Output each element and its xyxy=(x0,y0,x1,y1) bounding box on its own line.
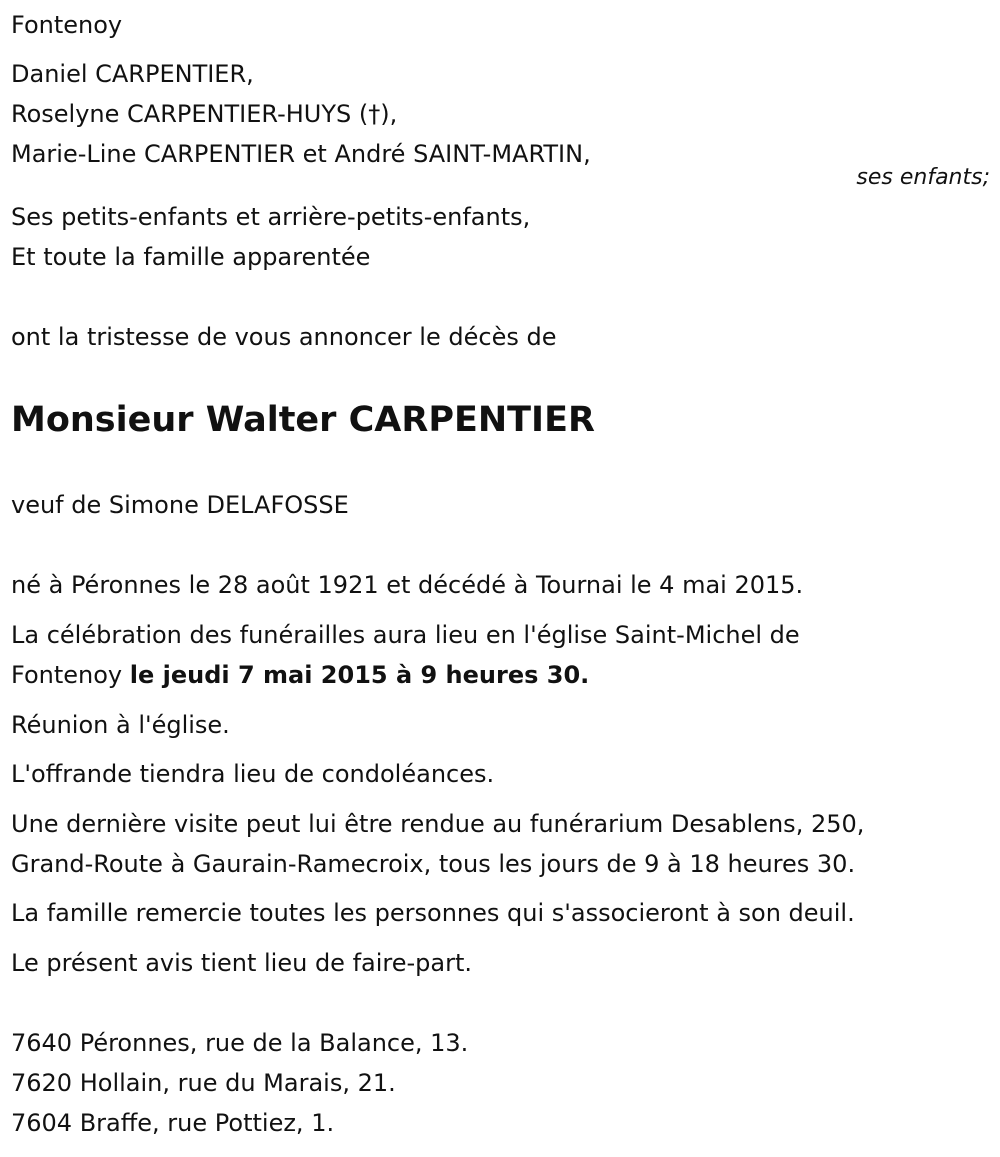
funeral-date: le jeudi 7 mai 2015 à 9 heures 30. xyxy=(129,661,590,689)
announcement: ont la tristesse de vous annoncer le décès de xyxy=(11,323,557,351)
notice-note: Le présent avis tient lieu de faire-part. xyxy=(11,949,473,977)
deceased-name: Monsieur Walter CARPENTIER xyxy=(11,400,595,440)
children-role: ses enfants; xyxy=(856,165,990,190)
meeting-line: Réunion à l'église. xyxy=(11,711,230,739)
address-line: 7620 Hollain, rue du Marais, 21. xyxy=(11,1069,396,1097)
spouse-line: veuf de Simone DELAFOSSE xyxy=(11,491,349,519)
funeral-date-line xyxy=(11,660,589,690)
offering-line: L'offrande tiendra lieu de condoléances. xyxy=(11,760,495,788)
funeral-place: Fontenoy xyxy=(11,661,130,689)
family-line: Et toute la famille apparentée xyxy=(11,243,371,271)
child-name: Marie-Line CARPENTIER et André SAINT-MARTIN, xyxy=(11,140,591,168)
thanks-line: La famille remercie toutes les personnes qui s'associeront à son deuil. xyxy=(11,899,855,927)
child-name: Roselyne CARPENTIER-HUYS (†), xyxy=(11,100,398,128)
visit-line: Grand-Route à Gaurain-Ramecroix, tous les jours de 9 à 18 heures 30. xyxy=(11,850,856,878)
address-line: 7640 Péronnes, rue de la Balance, 13. xyxy=(11,1029,469,1057)
visit-line: Une dernière visite peut lui être rendue au funérarium Desablens, 250, xyxy=(11,810,865,838)
child-name: Daniel CARPENTIER, xyxy=(11,60,254,88)
funeral-line: La célébration des funérailles aura lieu en l'église Saint-Michel de xyxy=(11,621,800,649)
place-heading: Fontenoy xyxy=(11,11,123,39)
grandchildren-line: Ses petits-enfants et arrière-petits-enfants, xyxy=(11,203,531,231)
birth-death-line: né à Péronnes le 28 août 1921 et décédé à Tournai le 4 mai 2015. xyxy=(11,571,804,599)
address-line: 7604 Braffe, rue Pottiez, 1. xyxy=(11,1109,335,1137)
